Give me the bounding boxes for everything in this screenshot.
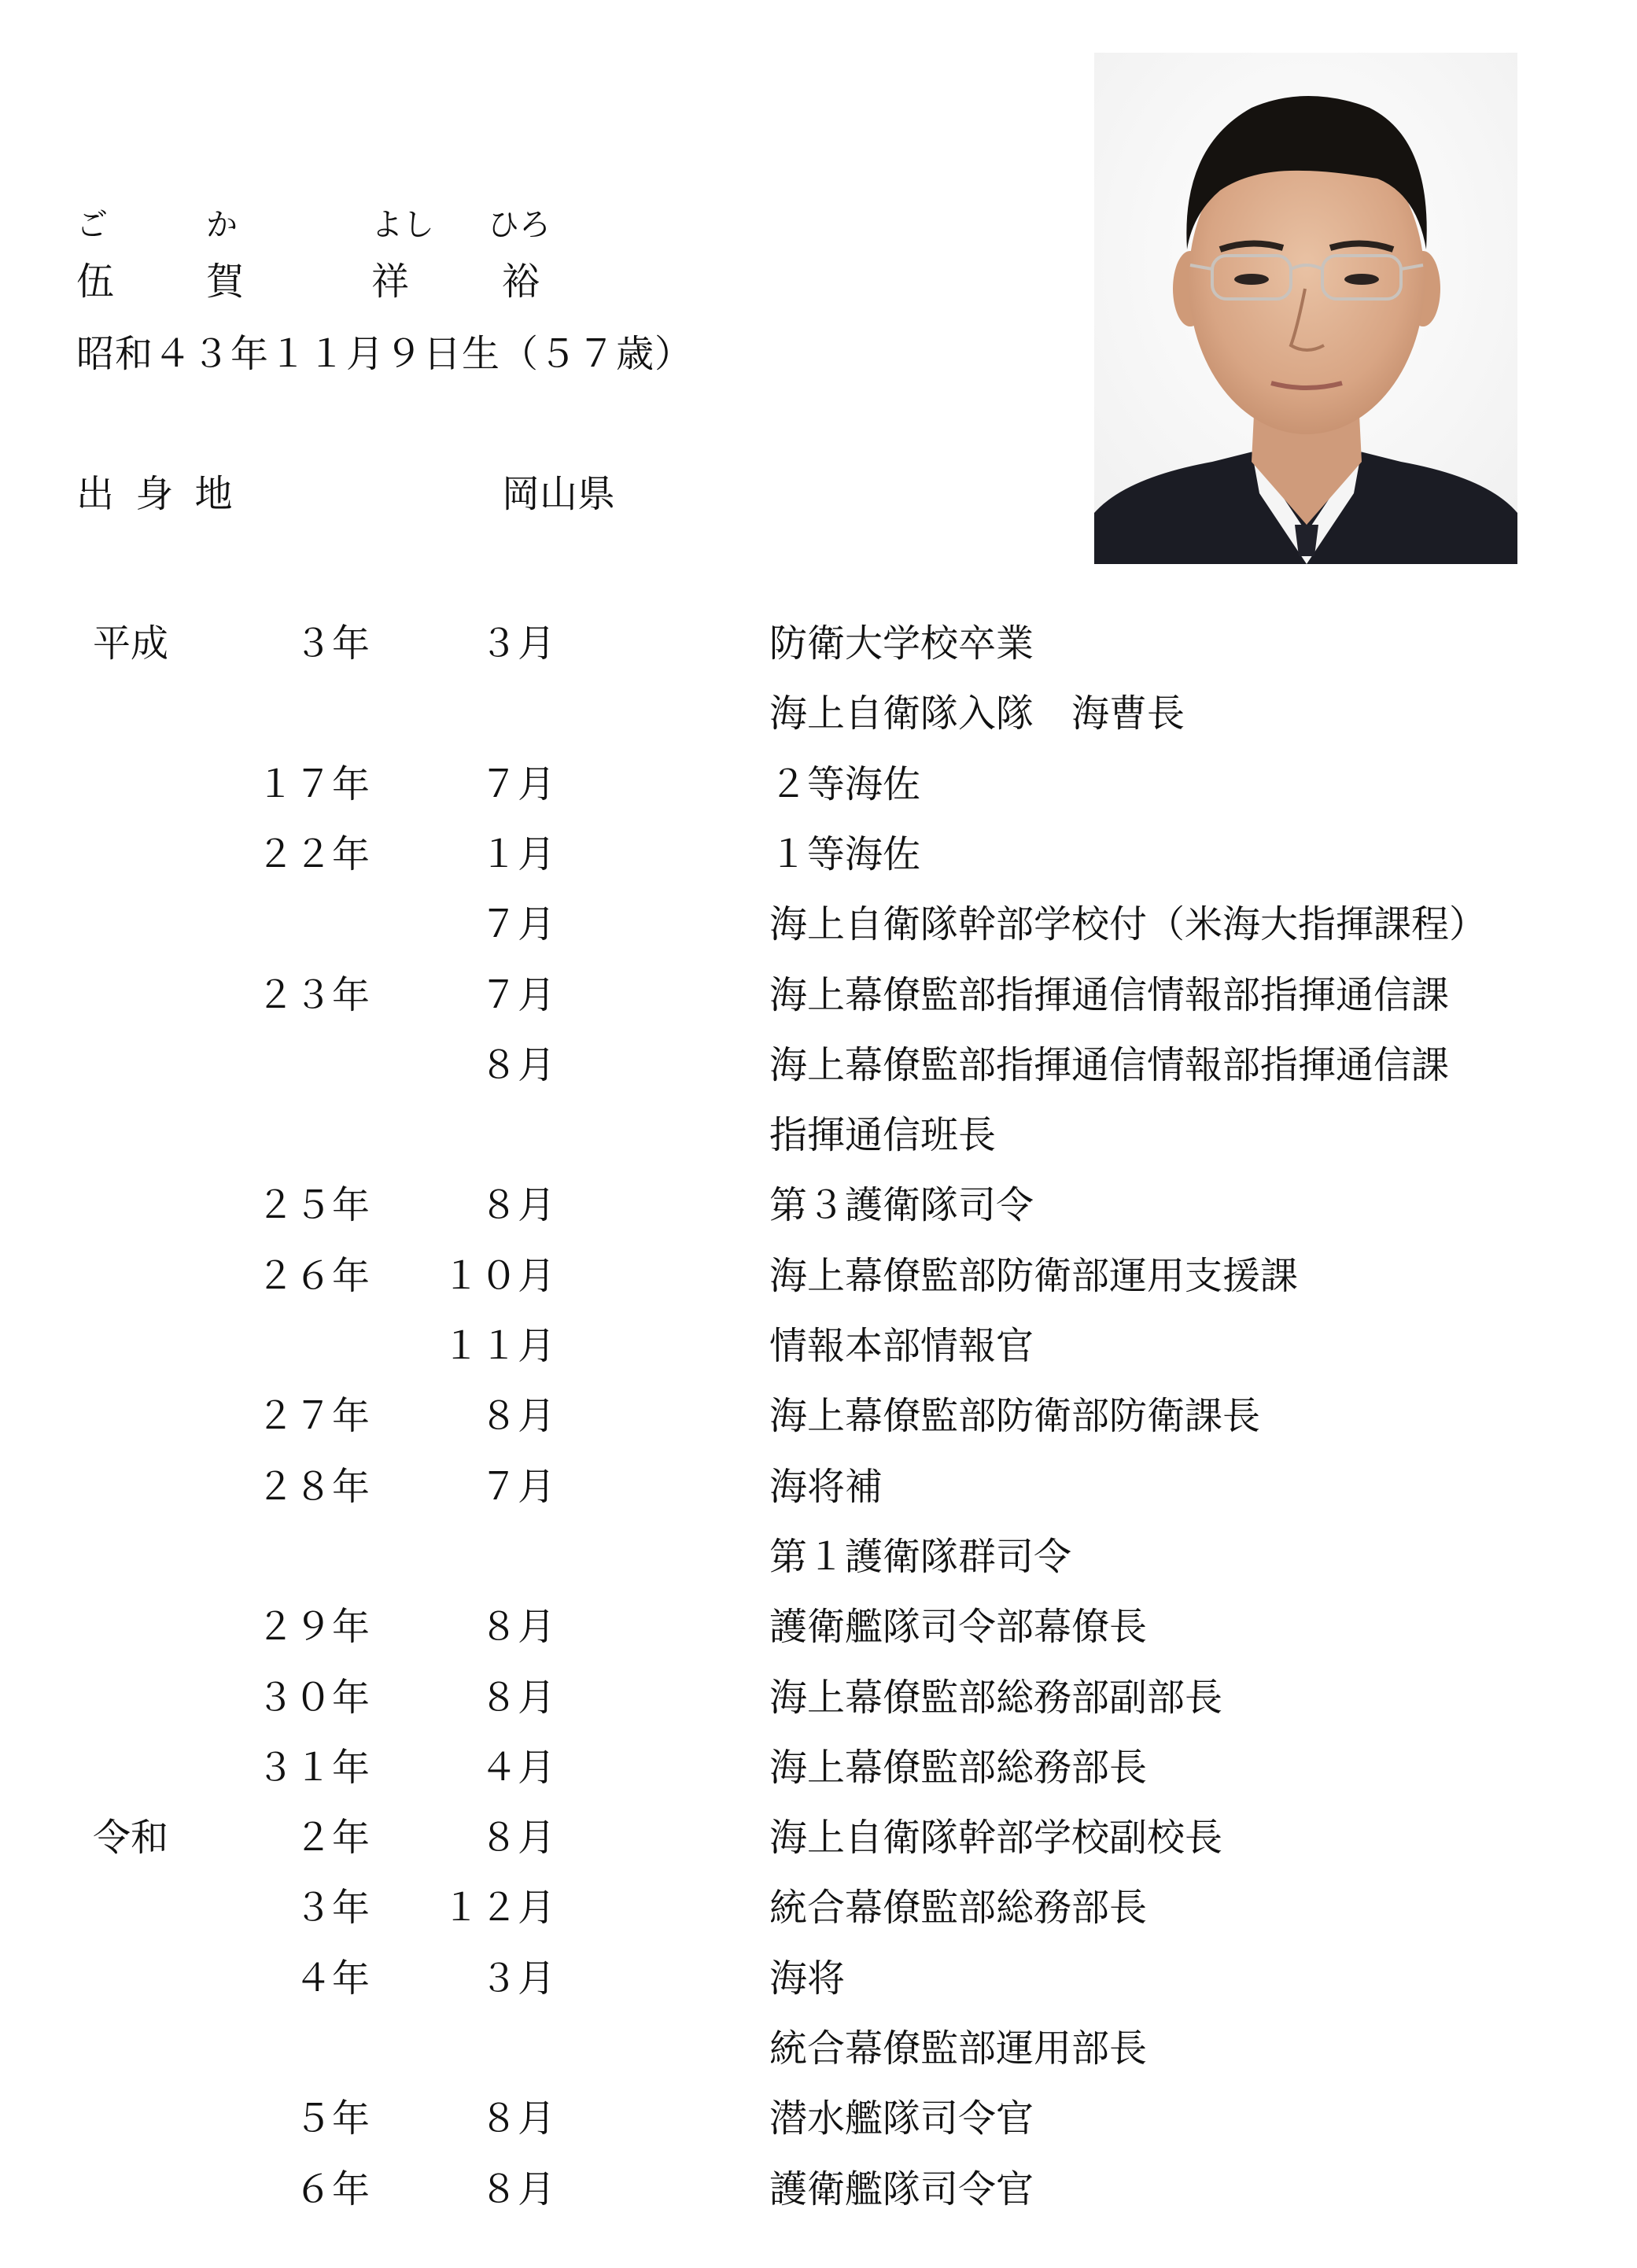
career-year: ２７年 — [256, 1394, 370, 1439]
furigana-2: か — [206, 207, 238, 243]
career-year: ２３年 — [256, 972, 370, 1017]
career-row — [0, 1944, 1637, 2014]
career-row — [0, 1381, 1637, 1451]
career-row — [0, 1733, 1637, 1803]
career-month: ３月 — [479, 1956, 555, 2001]
career-event: 海上幕僚監部総務部長 — [769, 1745, 1148, 1790]
career-event: 海上幕僚監部総務部副部長 — [769, 1675, 1223, 1720]
career-month: ７月 — [479, 902, 555, 947]
career-row — [0, 1241, 1637, 1311]
career-month: ８月 — [479, 2097, 555, 2141]
career-event: １等海佐 — [769, 832, 921, 876]
career-month: １２月 — [441, 1886, 555, 1931]
career-month: １１月 — [441, 1324, 555, 1368]
career-event: 防衛大学校卒業 — [769, 621, 1034, 666]
career-event: 海上自衛隊入隊 海曹長 — [769, 691, 1185, 736]
career-row — [0, 1522, 1637, 1592]
career-row — [0, 750, 1637, 820]
portrait-photo — [1094, 53, 1517, 564]
career-row — [0, 1873, 1637, 1943]
career-row — [0, 1803, 1637, 1873]
career-year: ６年 — [293, 2167, 370, 2211]
furigana-3: よし — [371, 207, 434, 243]
career-month: ４月 — [479, 1745, 555, 1790]
career-year: ４年 — [293, 1956, 370, 2001]
career-year: ２８年 — [256, 1464, 370, 1509]
origin-value: 岡山県 — [502, 472, 616, 516]
career-event: 海将補 — [769, 1464, 883, 1509]
career-month: ８月 — [479, 1816, 555, 1860]
name-char-2: 賀 — [206, 260, 245, 304]
career-row — [0, 1311, 1637, 1381]
career-row — [0, 679, 1637, 749]
career-row — [0, 2014, 1637, 2084]
career-month: ８月 — [479, 1605, 555, 1650]
career-event: 潜水艦隊司令官 — [769, 2097, 1034, 2141]
career-month: ８月 — [479, 1394, 555, 1439]
career-month: ７月 — [479, 972, 555, 1017]
career-row — [0, 1101, 1637, 1171]
career-month: ７月 — [479, 1464, 555, 1509]
career-event: 海将 — [769, 1956, 846, 2001]
career-event: 海上自衛隊幹部学校副校長 — [769, 1816, 1223, 1860]
career-event: 海上幕僚監部指揮通信情報部指揮通信課 — [769, 972, 1450, 1017]
career-month: ８月 — [479, 1042, 555, 1087]
career-year: ２年 — [293, 1816, 370, 1860]
origin-label: 出 身 地 — [76, 472, 238, 516]
career-year: ２９年 — [256, 1605, 370, 1650]
career-event: 海上幕僚監部防衛部運用支援課 — [769, 1253, 1299, 1298]
career-year: ３１年 — [256, 1745, 370, 1790]
career-row — [0, 1452, 1637, 1522]
career-event: 海上幕僚監部防衛部防衛課長 — [769, 1394, 1261, 1439]
furigana-1: ご — [76, 207, 108, 243]
career-event: 護衛艦隊司令部幕僚長 — [769, 1605, 1148, 1650]
career-year: ２２年 — [256, 832, 370, 876]
career-event: 統合幕僚監部総務部長 — [769, 1886, 1148, 1931]
career-year: ３年 — [293, 621, 370, 666]
career-row — [0, 820, 1637, 890]
career-era: 令和 — [93, 1816, 169, 1860]
career-row — [0, 1663, 1637, 1733]
career-month: ８月 — [479, 1183, 555, 1228]
career-row — [0, 609, 1637, 679]
career-month: ７月 — [479, 762, 555, 806]
career-event: 指揮通信班長 — [769, 1113, 997, 1158]
career-row — [0, 1031, 1637, 1101]
name-char-4: 裕 — [502, 260, 540, 304]
career-event: 護衛艦隊司令官 — [769, 2167, 1034, 2211]
career-month: ３月 — [479, 621, 555, 666]
name-char-3: 祥 — [371, 260, 410, 304]
career-year: ２５年 — [256, 1183, 370, 1228]
career-era: 平成 — [93, 621, 169, 666]
career-year: ３０年 — [256, 1675, 370, 1720]
name-char-1: 伍 — [76, 260, 115, 304]
career-row — [0, 2155, 1637, 2225]
furigana-4: ひろ — [488, 207, 551, 243]
career-month: １月 — [479, 832, 555, 876]
career-row — [0, 2084, 1637, 2154]
career-month: １０月 — [441, 1253, 555, 1298]
career-year: ２６年 — [256, 1253, 370, 1298]
career-row — [0, 890, 1637, 960]
career-row — [0, 961, 1637, 1031]
career-event: 第３護衛隊司令 — [769, 1183, 1034, 1228]
career-year: ３年 — [293, 1886, 370, 1931]
career-event: 第１護衛隊群司令 — [769, 1534, 1072, 1579]
birth-date: 昭和４３年１１月９日生（５７歳） — [76, 332, 694, 376]
career-event: 統合幕僚監部運用部長 — [769, 2026, 1148, 2071]
career-event: 海上幕僚監部指揮通信情報部指揮通信課 — [769, 1042, 1450, 1087]
career-month: ８月 — [479, 2167, 555, 2211]
career-row — [0, 1592, 1637, 1662]
career-year: ５年 — [293, 2097, 370, 2141]
career-event: 情報本部情報官 — [769, 1324, 1034, 1368]
career-month: ８月 — [479, 1675, 555, 1720]
career-event: 海上自衛隊幹部学校付（米海大指揮課程） — [769, 902, 1488, 947]
career-row — [0, 1171, 1637, 1241]
career-event: ２等海佐 — [769, 762, 921, 806]
portrait-photo-icon — [1094, 53, 1517, 564]
career-year: １７年 — [256, 762, 370, 806]
